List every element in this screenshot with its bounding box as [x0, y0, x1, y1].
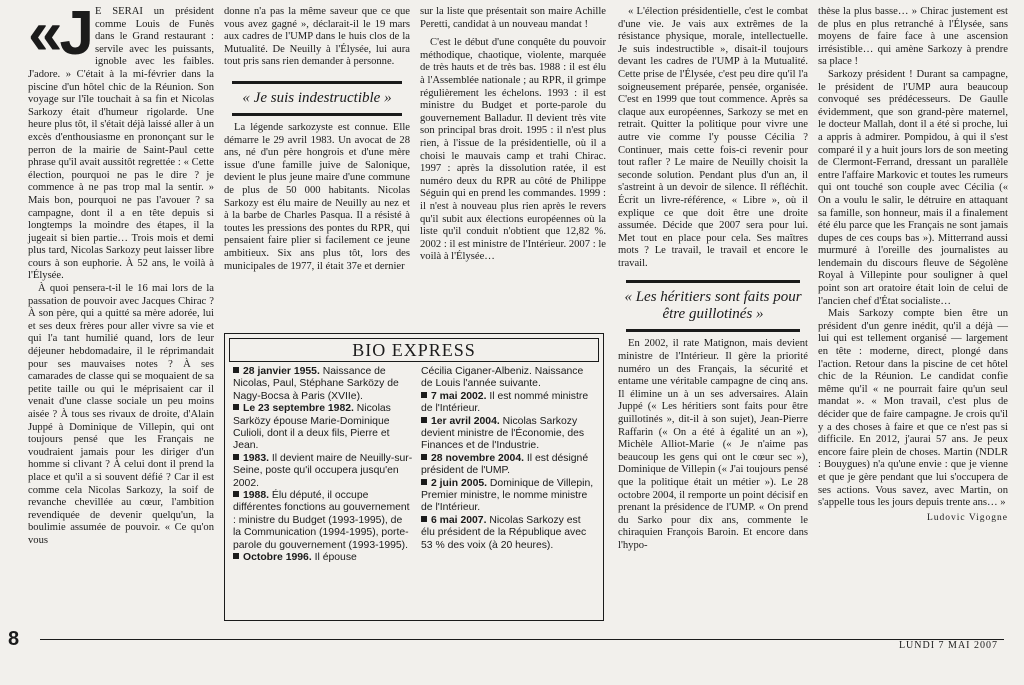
bullet-square-icon — [233, 491, 239, 497]
subhead-rule — [626, 280, 800, 283]
bio-entry: 28 janvier 1955. Naissance de Nicolas, Paul, Stéphane Sarközy de Nagy-Bocsa à Paris (XVIIe). — [233, 366, 399, 402]
author-signature: Ludovic Vigogne — [926, 512, 1008, 523]
article-column-5 — [818, 6, 1008, 524]
bio-entry: 1988. Élu député, il occupe différentes fonctions au gouvernement : ministre du Budget (1993-1995), de la Communication (1994-1995), porte-parole du gouvernement (1993-1995). — [233, 490, 410, 551]
bullet-square-icon — [233, 404, 239, 410]
article-paragraph: E SERAI un président comme Louis de Funès dans le Grand restaurant : servile avec les puissants, ignoble avec les faibles. J'adore. » C'était à la mi-février dans la piscine d'un hôtel chic de la Réunion. Son voyage sur l'île touchait à sa fin et Nicolas Sarkozy était d'humeur rigolarde. Une heure plus tôt, il s'était déjà laissé aller à un excès d'enthousiasme en prononçant sur le perron de la mairie de Saint-Paul cette phrase qu'il avait aussitôt regrettée : « Cette élection, pourquoi ne pas le dire ? je commence à ne pas trop mal la sentir. » Mais bon, pourquoi ne pas l'avouer ? sa campagne, dont il a en tête depuis si longtemps la moindre des étapes, il la jugeait si bien partie… Trois mois et demi plus tard, Nicolas Sarkozy peut laisser libre cours à son euphorie. À 52 ans, le voilà à l'Élysée. — [28, 6, 214, 282]
article-paragraph: À quoi pensera-t-il le 16 mai lors de la passation de pouvoir avec Jacques Chirac ? À son père, qui a quitté sa mère adorée, lui et ses deux frères pour aller vivre sa vie et qui l'a tant humilié quand, lors de leur déjeuner hebdomadaire, il le réprimandait pour ses mauvaises notes ? À ses camarades de classe qui se moquaient de sa petite taille ou qui le méprisaient car il venait d'une classe sociale un peu moins aisée ? À tous ses rivaux de droite, d'Alain Juppé à Dominique de Villepin, qui ont toujours pensé que les Français ne voudraient jamais pour les diriger d'un homme si clivant ? À celui dont il prend la place et qu'il a si souvent défié ? Car il est comme cela Nicolas Sarkozy, la soif de revanche chevillée au cœur, l'ambition revendiquée de devenir quelqu'un, la boulimie assumée de pouvoir. « Ce qu'on vous — [28, 283, 214, 546]
subhead-indestructible: « Je suis indestructible » — [242, 89, 392, 106]
page-number: 8 — [8, 628, 20, 650]
bio-express-title: BIO EXPRESS — [229, 338, 599, 362]
bio-entry: 1er avril 2004. Nicolas Sarkozy devient ministre de l'Économie, des Finances et de l'Industrie. — [421, 415, 585, 452]
subhead-heritiers: « Les héritiers sont faits pour être guillotinés » — [624, 289, 802, 323]
bullet-square-icon — [421, 516, 427, 522]
bio-entry: 1983. Il devient maire de Neuilly-sur-Seine, poste qu'il occupera jusqu'en 2002. — [233, 452, 413, 489]
bio-column-left — [233, 366, 413, 565]
article-paragraph: sur la liste que présentait son maire Achille Peretti, candidat à un nouveau mandat ! — [420, 6, 606, 30]
article-paragraph: En 2002, il rate Matignon, mais devient ministre de l'Intérieur. Il gère la priorité numéro un des Français, la sécurité et entame une véritable campagne de cinq ans. Il élimine un à un ses adversaires. Alain Juppé (« Les héritiers sont faits pour être guillotinés », dit-il à son sujet), Jean-Pierre Raffarin (« On a été à égalité un an »), Michèle Alliot-Marie (« Je n'aime pas beaucoup les gens qui ont le cœur sec »), Dominique de Villepin (« J'ai toujours pensé que la politique était un métier »). Le 28 octobre 2004, il remporte un point décisif en prenant la présidence de l'UMP. « On prend du Sarko pour dix ans, commente le chiraquien François Baroin. Et encore dans l'hypo- — [618, 338, 808, 551]
article-paragraph: Mais Sarkozy compte bien être un président d'un genre inédit, qu'il a déjà — lui qui est tellement organisé — largement en tête : moderne, direct, plongé dans l'action. Retour dans la piscine de cet hôtel chic de la Réunion. Le candidat confie même qu'il « ne pourrait faire qu'un seul mandat ». « Mon travail, c'est plus de décider que de faire campagne. Je crois qu'il y a des choses à faire et que ce n'est pas si difficile. En 2012, j'aurai 57 ans. Je peux encore faire plein de choses. Martin (NDLR : Bouygues) n'a qu'une envie : que je vienne et que je gère pendant que lui s'occupera de ses actions. Vous savez, avec Martin, on s'appelle tous les jours depuis trente ans… » — [818, 308, 1008, 509]
article-paragraph: Sarkozy président ! Durant sa campagne, le président de l'UMP aura beaucoup convoqué ses prédécesseurs. De Gaulle évidemment, que son grand-père maternel, le docteur Mallah, dont il a été si proche, lui a appris à admirer. Pompidou, à qui il s'est comparé il y a huit jours lors de son meeting de Clermont-Ferrand, dressant un parallèle entre l'affaire Markovic et toutes les rumeurs qui ont touché son couple avec Cécilia (« On a voulu le salir, le détruire en attaquant sa famille, son honneur, mais il a finalement été élu parce que les Français ne sont jamais dupes de ces coups bas »). Mitterrand aussi murmuré à l'oreille des journalistes au lendemain du discours fleuve de Ségolène Royal à Villepinte pour souligner à quel point son art oratoire était loin de celui de l'ancien chef d'État socialiste… — [818, 68, 1008, 307]
bullet-square-icon — [421, 392, 427, 398]
article-paragraph: thèse la plus basse… » Chirac justement est de plus en plus retranché à l'Élysée, sans moyens de faire face à une ascension irrésistible… qui amène Sarkozy à prendre sa place ! — [818, 6, 1008, 68]
bio-entry: Le 23 septembre 1982. Nicolas Sarközy épouse Marie-Dominique Culioli, dont il a deux fils, Pierre et Jean. — [233, 403, 391, 452]
bio-entry: 6 mai 2007. Nicolas Sarkozy est élu président de la République avec 53 % des voix (à 20 heures). — [421, 514, 587, 551]
article-paragraph: « L'élection présidentielle, c'est le combat d'une vie. Je vais aux extrêmes de la résistance physique, morale, intellectuelle. Je suis indestructible », disait-il toujours devant les cadres de l'UMP à la Mutualité. Cette prise de l'Élysée, c'est peu dire qu'il l'a soigneusement préparée, pensée, organisée. C'est en 1999 que tout commence. Après sa claque aux européennes, Sarkozy se met en retrait. Quitter la politique pour vivre une autre vie comme l'y pousse Cécilia ? Continuer, mais cette fois-ci revenir pour tout rafler ? Le maire de Neuilly choisit la seconde solution. Pendant plus d'un an, il s'astreint à un devoir de silence. Il réfléchit. Écrit un livre-référence, « Libre », où il explique ce que doit être une droite assumée. Décide que 2007 sera pour lui. Met tout en place pour cela. Ses maîtres mots ? Le travail, le travail et encore le travail. — [618, 6, 808, 269]
bio-entry: 28 novembre 2004. Il est désigné président de l'UMP. — [421, 452, 589, 477]
bio-entry: 7 mai 2002. Il est nommé ministre de l'Intérieur. — [421, 390, 589, 415]
subhead-rule — [626, 329, 800, 332]
drop-cap: «J — [28, 0, 91, 68]
article-paragraph: C'est le début d'une conquête du pouvoir méthodique, chaotique, violente, marquée de très hauts et de très bas. 1988 : il est élu à l'Assemblée nationale ; au RPR, il grimpe régulièrement les échelons. 1993 : il est ministre du Budget et porte-parole du gouvernement Balladur. Il devient très vite son principal bras droit. 1995 : il n'est plus rien, à l'issue de la présidentielle, où il a choisi le mauvais camp et trahi Chirac. 1997 : après la dissolution ratée, il est numéro deux du RPR au côté de Philippe Séguin qui en prend les commandes. 1999 : il n'est à nouveau plus rien après le revers qu'il subit aux élections européennes où la liste qu'il conduit n'obtient que 12,82 %. 2002 : il est ministre de l'Intérieur. 2007 : le voilà à l'Élysée… — [420, 37, 606, 263]
bio-entry: Octobre 1996. Il épouse — [233, 552, 413, 564]
article-column-4 — [618, 6, 808, 553]
bullet-square-icon — [233, 454, 239, 460]
bullet-square-icon — [233, 367, 239, 373]
article-column-3 — [420, 6, 606, 264]
bullet-square-icon — [233, 553, 239, 559]
article-paragraph: La légende sarkozyste est connue. Elle démarre le 29 avril 1983. Un avocat de 28 ans, né d'un père hongrois et d'une mère issue d'une famille juive de Salonique, devient le plus jeune maire d'une commune de plus de 50 000 habitants. Nicolas Sarkozy est élu maire de Neuilly au nez et à la barbe de Charles Pasqua. Il a résisté à toutes les pressions des pontes du RPR, qui pensaient faire plier si facilement ce jeune ambitieux. Six ans plus tôt, lors des municipales de 1977, il était 37e et dernier — [224, 121, 410, 272]
bullet-square-icon — [421, 417, 427, 423]
bullet-square-icon — [421, 479, 427, 485]
subhead-rule — [232, 81, 402, 84]
bio-column-right — [421, 366, 595, 552]
bio-entry: Cécilia Ciganer-Albeniz. Naissance de Louis l'année suivante. — [421, 366, 584, 390]
issue-date: LUNDI 7 MAI 2007 — [898, 640, 998, 651]
footer-rule — [40, 639, 1004, 640]
bio-express-box — [224, 333, 604, 621]
article-column-1 — [28, 0, 214, 548]
subhead-rule — [232, 113, 402, 116]
bullet-square-icon — [421, 454, 427, 460]
bio-entry: 2 juin 2005. Dominique de Villepin, Premier ministre, le nomme ministre de l'Intérieur. — [421, 477, 594, 514]
article-paragraph: donne n'a pas la même saveur que ce que vous avez gagné », déclarait-il le 19 mars aux cadres de l'UMP dans le huis clos de la Mutualité. De Neuilly à l'Élysée, lui aura tout pris sans rien demander à personne. — [224, 6, 410, 68]
article-column-2 — [224, 6, 410, 273]
